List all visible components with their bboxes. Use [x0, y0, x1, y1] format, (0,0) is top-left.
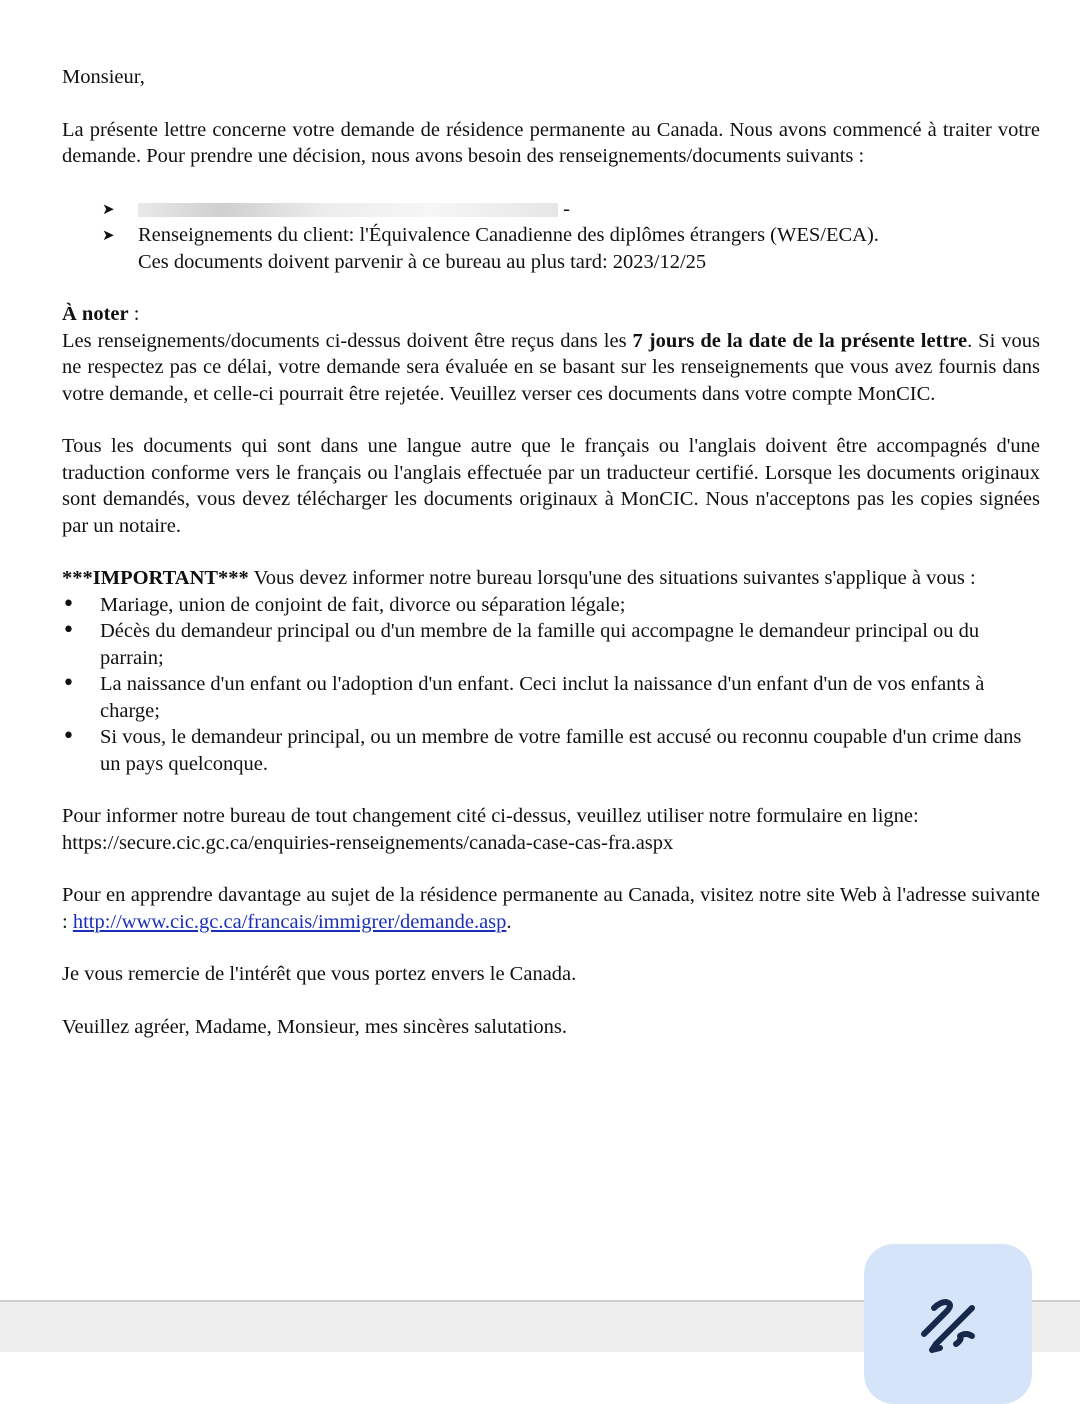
- note-heading-colon: :: [128, 303, 140, 325]
- important-text: Vous devez informer notre bureau lorsqu'une des situations suivantes s'applique à vous :: [248, 567, 976, 589]
- note-text-end: . Si vous ne respectez pas ce délai, votre demande sera évaluée en se basant sur les renseignements que vous avez fournis dans votre demande, et celle-ci pourrait être rejetée. Veuillez verser ces documents dans votre compte MonCIC.: [62, 329, 1040, 405]
- form-text: Pour informer notre bureau de tout changement cité ci-dessus, veuillez utiliser notre formulaire en ligne:: [62, 805, 919, 827]
- requested-item-redacted: [102, 196, 1040, 223]
- note-text-start: Les renseignements/documents ci-dessus doivent être reçus dans les: [62, 329, 633, 352]
- redacted-separator: -: [563, 197, 570, 220]
- situations-list: [62, 592, 1040, 778]
- deadline-emphasis: 7 jours de la date de la présente lettre: [632, 329, 968, 352]
- redacted-text: [138, 203, 558, 217]
- website-paragraph: [62, 882, 1040, 935]
- list-item: • Décès du demandeur principal ou d'un membre de la famille qui accompagne le demandeur principal ou du parrain;: [62, 618, 1040, 671]
- cic-website-link[interactable]: http://www.cic.gc.ca/francais/immigrer/demande.asp: [72, 910, 507, 933]
- list-item: • Mariage, union de conjoint de fait, divorce ou séparation légale;: [62, 592, 1040, 619]
- thanks-paragraph: Je vous remercie de l'intérêt que vous portez envers le Canada.: [62, 963, 577, 985]
- note-heading: À noter: [62, 303, 129, 325]
- important-label: ***IMPORTANT***: [62, 567, 249, 589]
- letter-body: [62, 64, 1040, 1040]
- note-heading-line: [62, 301, 1040, 328]
- website-after: .: [506, 910, 512, 933]
- requested-documents-list: [102, 196, 1040, 276]
- closing-paragraph: Veuillez agréer, Madame, Monsieur, mes sincères salutations.: [62, 1015, 568, 1038]
- list-item: • Si vous, le demandeur principal, ou un membre de votre famille est accusé ou reconnu coupable d'un crime dans un pays quelconque.: [62, 724, 1040, 777]
- salutation: Monsieur,: [62, 66, 145, 88]
- requested-item-eca: [102, 222, 1040, 275]
- website-text: Pour en apprendre davantage au sujet de la résidence permanente au Canada, visitez notre site Web à l'adresse suivante :: [62, 884, 1040, 933]
- important-paragraph: [62, 565, 1040, 592]
- translation-paragraph: Tous les documents qui sont dans une langue autre que le français ou l'anglais doivent être accompagnés d'une traduction conforme vers le français ou l'anglais effectuée par un traducteur certifié. Lorsque les documents originaux sont demandés, vous devez télécharger les documents originaux à MonCIC. Nous n'acceptons pas les copies signées par un notaire.: [62, 435, 1040, 537]
- form-paragraph: [62, 803, 1040, 856]
- requested-item-eca-text: Renseignements du client: l'Équivalence Canadienne des diplômes étrangers (WES/ECA).: [138, 224, 879, 246]
- list-item: • La naissance d'un enfant ou l'adoption d'un enfant. Ceci inclut la naissance d'un enfant d'un de vos enfants à charge;: [62, 671, 1040, 724]
- edit-pencil-icon: [916, 1294, 980, 1358]
- intro-paragraph: La présente lettre concerne votre demande de résidence permanente au Canada. Nous avons commencé à traiter votre demande. Pour prendre une décision, nous avons besoin des renseignements/documents suivants :: [62, 118, 1040, 167]
- form-url: https://secure.cic.gc.ca/enquiries-renseignements/canada-case-cas-fra.aspx: [62, 831, 674, 854]
- edit-button[interactable]: [864, 1244, 1032, 1404]
- note-paragraph: [62, 328, 1040, 408]
- deadline-text: Ces documents doivent parvenir à ce bureau au plus tard: 2023/12/25: [138, 250, 707, 273]
